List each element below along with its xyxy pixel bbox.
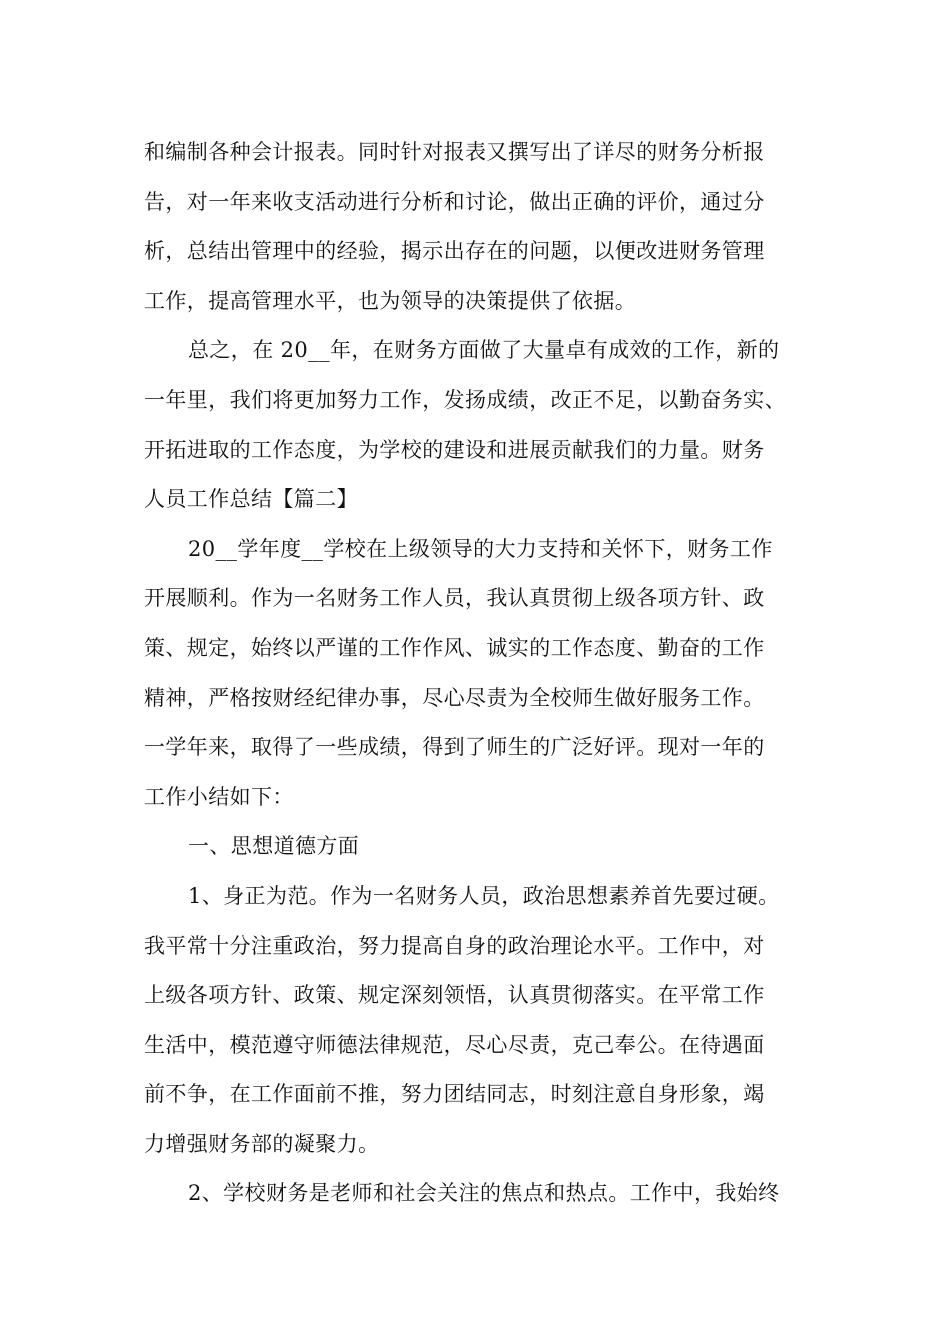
- text-line: 1、身正为范。作为一名财务人员，政治思想素养首先要过硬。: [188, 883, 780, 908]
- text-line: 2、学校财务是老师和社会关注的焦点和热点。工作中，我始终: [188, 1181, 780, 1206]
- text-line: 上级各项方针、政策、规定深刻领悟，认真贯彻落实。在平常工作: [144, 983, 765, 1008]
- text-line: 生活中，模范遵守师德法律规范，尽心尽责，克己奉公。在待遇面: [144, 1032, 765, 1057]
- text-line: 力增强财务部的凝聚力。: [144, 1131, 380, 1156]
- text-line: 和编制各种会计报表。同时针对报表又撰写出了详尽的财务分析报: [144, 140, 765, 164]
- text-line: 我平常十分注重政治，努力提高自身的政治理论水平。工作中，对: [144, 933, 765, 958]
- text-line: 开展顺利。作为一名财务工作人员，我认真贯彻上级各项方针、政: [144, 586, 765, 611]
- text-line: 开拓进取的工作态度，为学校的建设和进展贡献我们的力量。财务: [144, 437, 765, 462]
- text-line: 一年里，我们将更加努力工作，发扬成绩，改正不足，以勤奋务实、: [144, 387, 786, 412]
- document-body: [144, 131, 814, 1222]
- text-line: 策、规定，始终以严谨的工作作风、诚实的工作态度、勤奋的工作: [144, 635, 765, 660]
- text-line: 告，对一年来收支活动进行分析和讨论，做出正确的评价，通过分: [144, 189, 765, 214]
- text-line: 精神，严格按财经纪律办事，尽心尽责为全校师生做好服务工作。: [144, 685, 765, 710]
- text-line: 前不争，在工作面前不推，努力团结同志，时刻注意自身形象，竭: [144, 1082, 765, 1107]
- text-line: 一、思想道德方面: [188, 834, 360, 859]
- text-line: 析，总结出管理中的经验，揭示出存在的问题，以便改进财务管理: [144, 239, 765, 264]
- text-line: 人员工作总结【篇二】: [144, 487, 358, 512]
- text-line: 总之，在 20__年，在财务方面做了大量卓有成效的工作，新的: [188, 338, 780, 363]
- text-line: 20__学年度__学校在上级领导的大力支持和关怀下，财务工作: [188, 536, 773, 561]
- text-line: 一学年来，取得了一些成绩，得到了师生的广泛好评。现对一年的: [144, 735, 765, 760]
- text-line: 工作小结如下：: [144, 784, 294, 809]
- text-line: 工作，提高管理水平，也为领导的决策提供了依据。: [144, 288, 637, 313]
